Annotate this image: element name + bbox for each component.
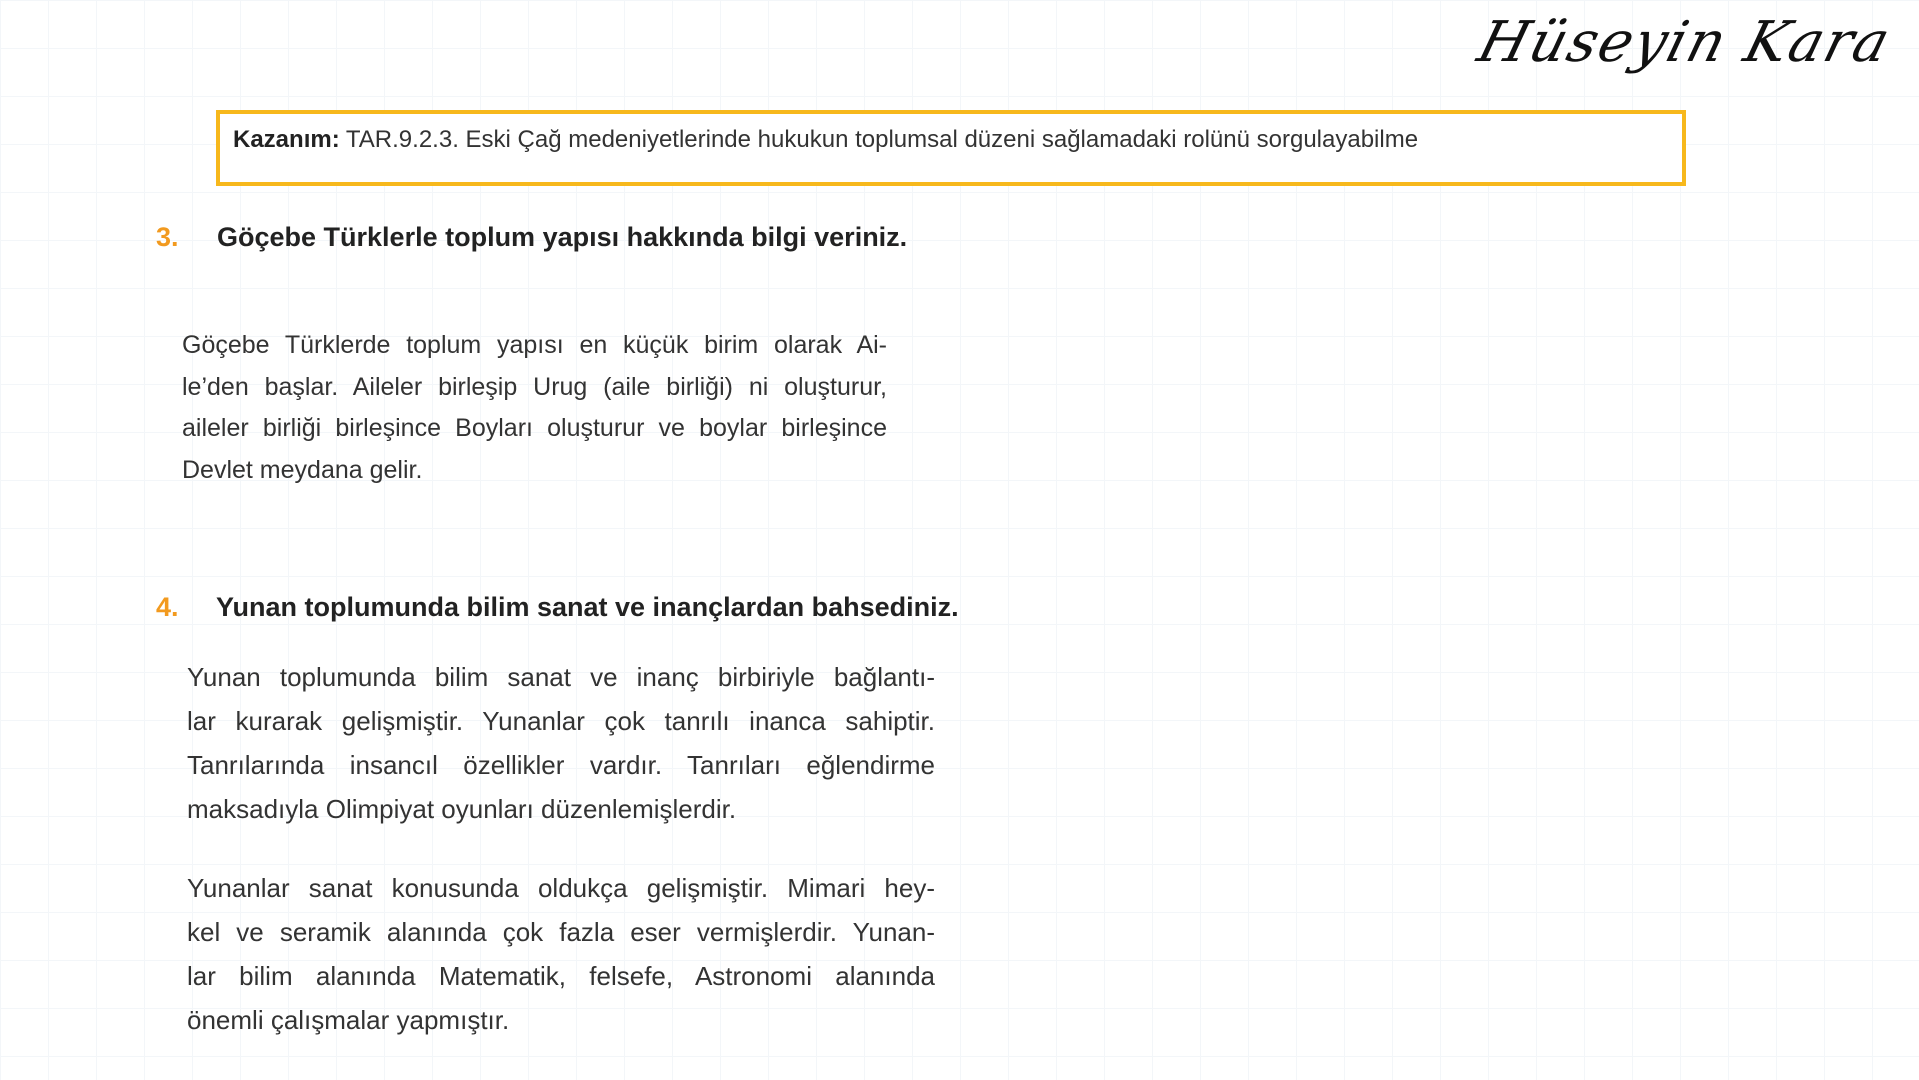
answer-line: Devlet meydana gelir. <box>182 455 423 484</box>
question-text: Yunan toplumunda bilim sanat ve inançlardan bahsediniz. <box>216 592 959 622</box>
answer-line: aileler birliği birleşince Boyları oluşturur ve boylar birleşince <box>182 414 887 442</box>
question-number: 4. <box>156 592 179 622</box>
learning-outcome-box <box>216 110 1686 186</box>
answer-3 <box>182 325 887 491</box>
answer-line: lar kurarak gelişmiştir. Yunanlar çok tanrılı inanca sahiptir. <box>187 706 935 736</box>
question-4 <box>156 592 959 623</box>
answer-line: maksadıyla Olimpiyat oyunları düzenlemişlerdir. <box>187 794 737 824</box>
answer-line: kel ve seramik alanında çok fazla eser vermişlerdir. Yunan- <box>187 917 935 947</box>
author-signature: Hüseyin Kara <box>1471 10 1899 75</box>
kazanim-text: TAR.9.2.3. Eski Çağ medeniyetlerinde hukukun toplumsal düzeni sağlamadaki rolünü sorgulayabilme <box>345 126 1419 153</box>
answer-line: le’den başlar. Aileler birleşip Urug (aile birliği) ni oluşturur, <box>182 372 887 401</box>
question-number: 3. <box>156 222 179 252</box>
answer-4-paragraph-1 <box>187 655 935 831</box>
answer-line: önemli çalışmalar yapmıştır. <box>187 1005 510 1035</box>
answer-line: Yunanlar sanat konusunda oldukça gelişmiştir. Mimari hey- <box>187 873 935 903</box>
answer-line: Tanrılarında insancıl özellikler vardır. Tanrıları eğlendirme <box>187 750 935 780</box>
question-3 <box>156 222 908 253</box>
kazanim-label: Kazanım: <box>233 126 340 153</box>
question-text: Göçebe Türklerle toplum yapısı hakkında bilgi veriniz. <box>217 222 908 252</box>
answer-4-paragraph-2 <box>187 866 935 1042</box>
answer-line: Göçebe Türklerde toplum yapısı en küçük birim olarak Ai- <box>182 331 887 359</box>
answer-line: lar bilim alanında Matematik, felsefe, Astronomi alanında <box>187 961 935 991</box>
answer-line: Yunan toplumunda bilim sanat ve inanç birbiriyle bağlantı- <box>187 662 935 692</box>
